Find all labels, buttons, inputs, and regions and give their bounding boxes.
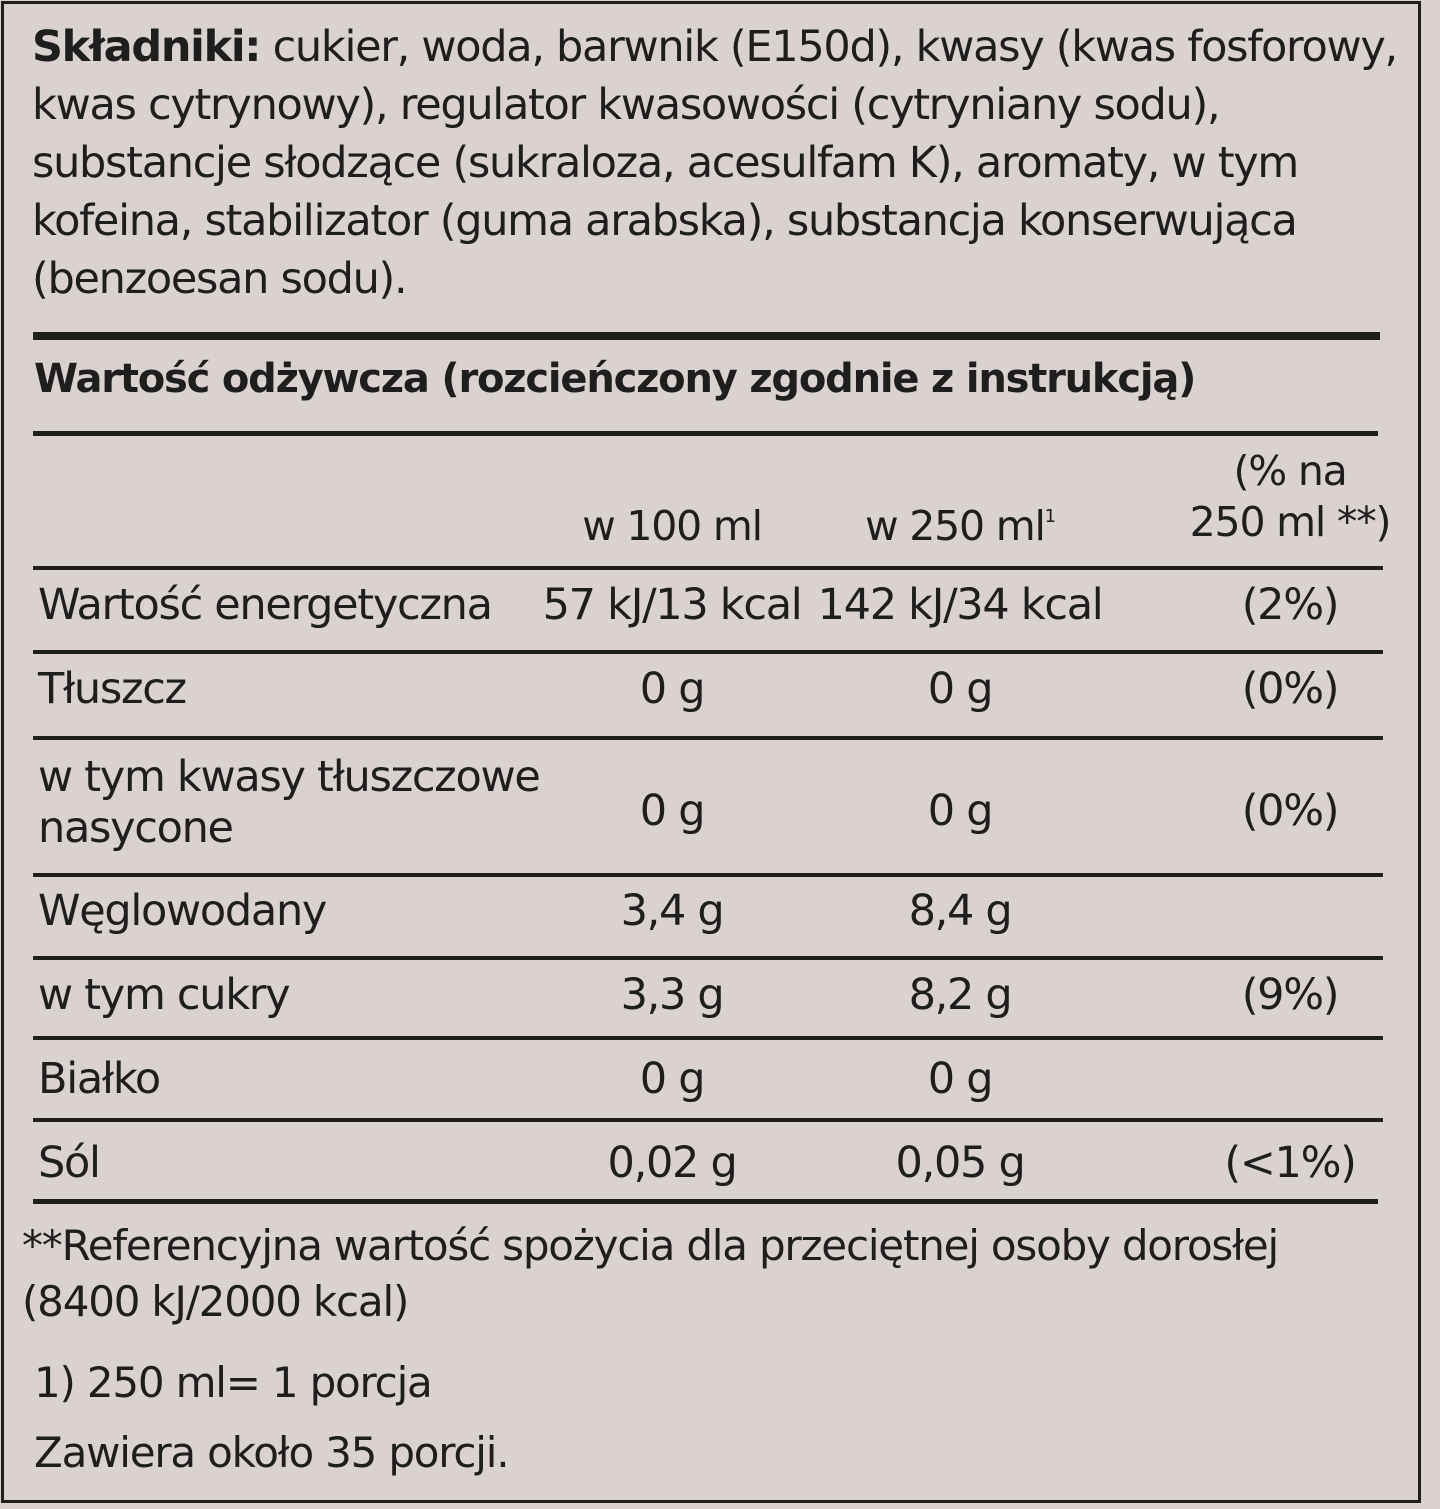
- row-divider: [33, 1036, 1383, 1040]
- header-per-100ml: w 100 ml: [582, 502, 762, 550]
- row-name: Sól: [38, 1138, 100, 1188]
- value-per-250ml: 0 g: [927, 664, 993, 714]
- value-per-100ml: 3,3 g: [620, 970, 724, 1020]
- header-footnote-marker: 1: [1044, 506, 1055, 527]
- value-percent-ri: (0%): [1241, 664, 1339, 714]
- row-name: Wartość energetyczna: [38, 580, 492, 630]
- footnote-servings-count: Zawiera około 35 porcji.: [34, 1428, 509, 1477]
- value-per-100ml: 0,02 g: [607, 1138, 737, 1188]
- row-divider: [33, 873, 1383, 877]
- value-per-250ml: 0 g: [927, 1054, 993, 1104]
- header-percent-ri: (% na 250 ml **): [1189, 447, 1391, 546]
- row-name: Węglowodany: [38, 886, 327, 936]
- row-divider: [33, 566, 1383, 570]
- value-percent-ri: (<1%): [1224, 1138, 1356, 1188]
- header-per-250ml: w 250 $ml^1$: [865, 502, 1055, 550]
- ingredients-text: [32, 18, 1407, 308]
- value-percent-ri: (0%): [1241, 786, 1339, 836]
- divider-table-end: [33, 1199, 1378, 1204]
- footnote-portion: 1) 250 ml= 1 porcja: [34, 1358, 432, 1407]
- value-per-250ml: 8,4 g: [908, 886, 1012, 936]
- value-per-250ml: 142 kJ/34 kcal: [817, 580, 1103, 630]
- row-name: Białko: [38, 1054, 160, 1104]
- row-divider: [33, 956, 1383, 960]
- divider-title: [33, 431, 1378, 436]
- value-per-100ml: 0 g: [639, 664, 705, 714]
- ingredients-list: cukier, woda, barwnik (E150d), kwasy (kwas fosforowy, kwas cytrynowy), regulator kwasowości (cytryniany sodu), substancje słodzące (sukraloza, acesulfam K), aromaty, w tym kofeina, stabilizator (guma arabska), substancja konserwująca (benzoesan sodu).: [32, 22, 1397, 304]
- row-divider: [33, 736, 1383, 740]
- row-divider: [33, 650, 1383, 654]
- divider-thick: [33, 332, 1380, 340]
- footnote-reference-intake: **Referencyjna wartość spożycia dla przeciętnej osoby dorosłej (8400 kJ/2000 kcal): [22, 1221, 1278, 1326]
- value-per-100ml: 0 g: [639, 1054, 705, 1104]
- value-per-100ml: 3,4 g: [620, 886, 724, 936]
- row-divider: [33, 1118, 1383, 1122]
- ingredients-heading: Składniki:: [32, 22, 261, 72]
- value-per-100ml: 0 g: [639, 786, 705, 836]
- nutrition-table-title: Wartość odżywcza (rozcieńczony zgodnie z instrukcją): [34, 356, 1196, 402]
- value-percent-ri: (2%): [1241, 580, 1339, 630]
- row-name: w tym kwasy tłuszczowe nasycone: [38, 752, 540, 853]
- row-name: Tłuszcz: [38, 664, 186, 714]
- row-name: w tym cukry: [38, 970, 290, 1020]
- value-per-250ml: 0,05 g: [895, 1138, 1025, 1188]
- value-per-250ml: 8,2 g: [908, 970, 1012, 1020]
- value-per-100ml: 57 kJ/13 kcal: [542, 580, 802, 630]
- value-per-250ml: 0 g: [927, 786, 993, 836]
- value-percent-ri: (9%): [1241, 970, 1339, 1020]
